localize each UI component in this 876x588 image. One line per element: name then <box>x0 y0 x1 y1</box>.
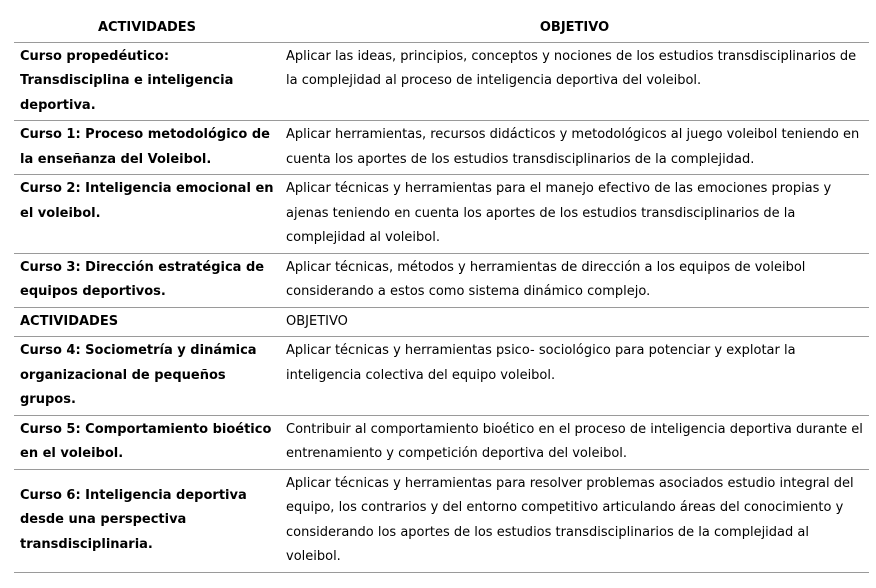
table-row <box>14 42 869 121</box>
activities-table-container <box>14 10 869 573</box>
activity-cell: Curso 4: Sociometría y dinámica organizacional de pequeños grupos. <box>20 343 257 407</box>
activities-table <box>14 10 869 573</box>
table-row <box>14 337 869 416</box>
subheader-activities: ACTIVIDADES <box>20 313 119 329</box>
objective-cell: Aplicar herramientas, recursos didácticos y metodológicos al juego voleibol teniendo en cuenta los aportes de los estudios transdisciplinarios de la complejidad. <box>286 127 860 167</box>
objective-cell: Aplicar técnicas, métodos y herramientas de dirección a los equipos de voleibol considerando a estos como sistema dinámico complejo. <box>286 259 806 299</box>
table-row <box>14 121 869 175</box>
table-row <box>14 175 869 254</box>
activity-cell: Curso 6: Inteligencia deportiva desde una perspectiva transdisciplinaria. <box>20 487 247 552</box>
table-header-row <box>14 10 869 42</box>
activity-cell: Curso 3: Dirección estratégica de equipos deportivos. <box>20 259 265 299</box>
table-subheader-row <box>14 307 869 337</box>
activity-cell: Curso 5: Comportamiento bioético en el voleibol. <box>20 421 272 461</box>
activity-cell: Curso propedéutico: Transdisciplina e inteligencia deportiva. <box>20 48 234 113</box>
activity-cell: Curso 1: Proceso metodológico de la enseñanza del Voleibol. <box>20 127 270 167</box>
objective-cell: Aplicar técnicas y herramientas psico- sociológico para potenciar y explotar la inteligencia colectiva del equipo voleibol. <box>286 343 796 383</box>
objective-cell: Aplicar técnicas y herramientas para resolver problemas asociados estudio integral del equipo, los contrarios y del entorno competitivo articulando áreas del conocimiento y considerando los aportes de los estudios transdisciplinarios de la complejidad al voleibol. <box>286 475 854 564</box>
activity-cell: Curso 2: Inteligencia emocional en el voleibol. <box>20 181 274 221</box>
header-objective: OBJETIVO <box>539 20 610 35</box>
objective-cell: Aplicar técnicas y herramientas para el manejo efectivo de las emociones propias y ajenas teniendo en cuenta los aportes de los estudios transdisciplinarios de la complejidad al voleibol. <box>286 181 832 245</box>
table-row <box>14 469 869 572</box>
header-activities: ACTIVIDADES <box>97 20 197 35</box>
table-row <box>14 253 869 307</box>
subheader-objective: OBJETIVO <box>286 313 348 329</box>
objective-cell: Contribuir al comportamiento bioético en el proceso de inteligencia deportiva durante el entrenamiento y competición deportiva del voleibol. <box>286 421 863 461</box>
table-row <box>14 415 869 469</box>
objective-cell: Aplicar las ideas, principios, conceptos y nociones de los estudios transdisciplinarios de la complejidad al proceso de inteligencia deportiva del voleibol. <box>286 48 857 88</box>
